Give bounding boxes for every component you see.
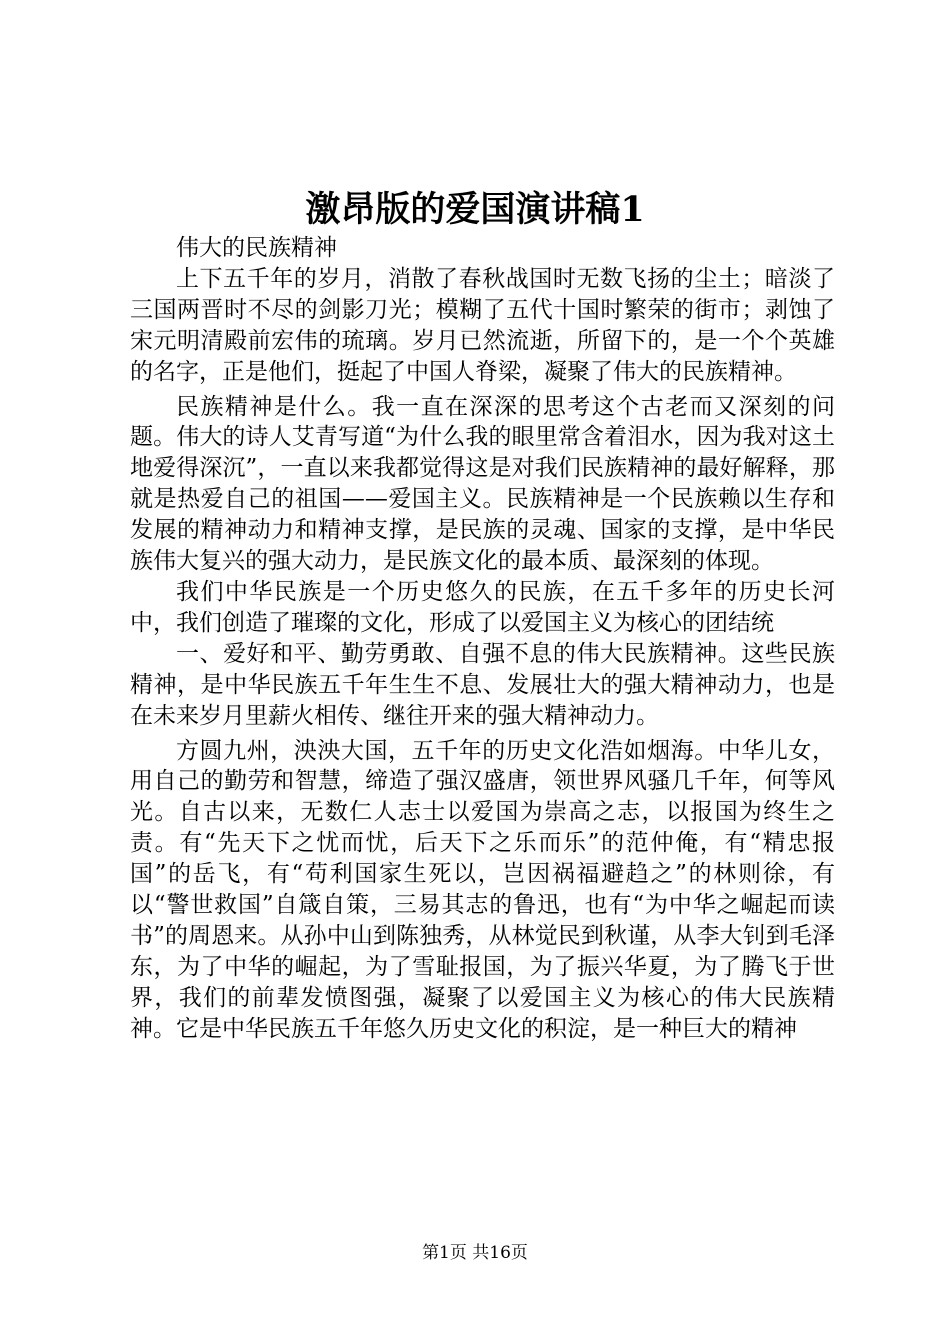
paragraph: 上下五千年的岁月，消散了春秋战国时无数飞扬的尘土；暗淡了三国两晋时不尽的剑影刀光；模糊了五代十国时繁荣的街市；剥蚀了宋元明清殿前宏伟的琉璃。岁月已然流逝，所留下的，是一个个英雄的名字，正是他们，挺起了中国人脊梁，凝聚了伟大的民族精神。 [130,265,835,385]
paragraph-heading: 伟大的民族精神 [176,235,337,261]
document-title: 激昂版的爱国演讲稿1 [305,189,645,230]
paragraph: 我们中华民族是一个历史悠久的民族，在五千多年的历史长河中，我们创造了璀璨的文化，形成了以爱国主义为核心的团结统 [130,578,835,636]
page-number-footer: 第1页 共16页 [422,1243,528,1263]
paragraph: 民族精神是什么。我一直在深深的思考这个古老而又深刻的问题。伟大的诗人艾青写道“为什么我的眼里常含着泪水，因为我对这土地爱得深沉”，一直以来我都觉得这是对我们民族精神的最好解释，那就是热爱自己的祖国——爱国主义。民族精神是一个民族赖以生存和发展的精神动力和精神支撑，是民族的灵魂、国家的支撑，是中华民族伟大复兴的强大动力，是民族文化的最本质、最深刻的体现。 [130,393,835,575]
paragraph: 方圆九州，泱泱大国，五千年的历史文化浩如烟海。中华儿女，用自己的勤劳和智慧，缔造了强汉盛唐，领世界风骚几千年，何等风光。自古以来，无数仁人志士以爱国为崇高之志，以报国为终生之责。有“先天下之忧而忧，后天下之乐而乐”的范仲俺，有“精忠报国”的岳飞，有“苟利国家生死以，岂因祸福避趋之”的林则徐，有以“警世救国”自箴自策，三易其志的鲁迅，也有“为中华之崛起而读书”的周恩来。从孙中山到陈独秀，从林觉民到秋谨，从李大钊到毛泽东，为了中华的崛起，为了雪耻报国，为了振兴华夏，为了腾飞于世界，我们的前辈发愤图强，凝聚了以爱国主义为核心的伟大民族精神。它是中华民族五千年悠久历史文化的积淀，是一种巨大的精神 [130,737,835,1042]
paragraph: 一、爱好和平、勤劳勇敢、自强不息的伟大民族精神。这些民族精神，是中华民族五千年生生不息、发展壮大的强大精神动力，也是在未来岁月里薪火相传、继往开来的强大精神动力。 [130,640,835,729]
document-body [130,233,835,1045]
